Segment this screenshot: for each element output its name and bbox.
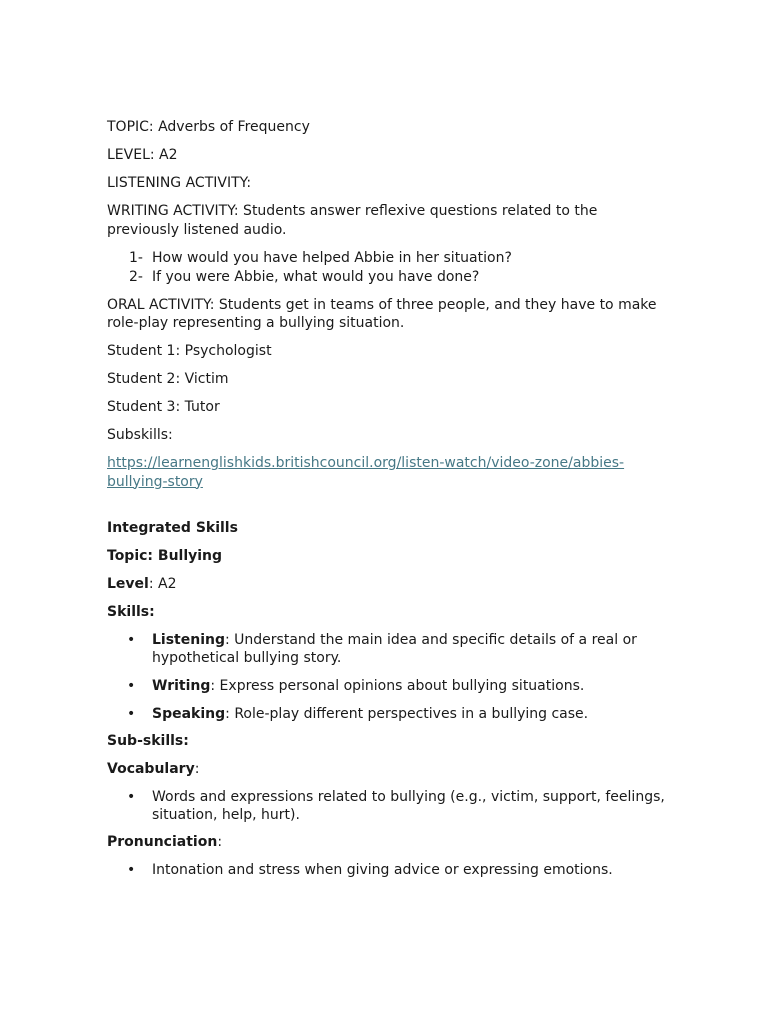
skill-item — [107, 705, 667, 723]
bullet-icon: • — [127, 861, 136, 878]
skill-name: Listening — [152, 631, 225, 648]
integrated-topic-line: Topic: Bullying — [107, 547, 223, 564]
bullet-icon: • — [127, 788, 136, 805]
level-label: Level — [107, 575, 149, 592]
level-value: : A2 — [148, 575, 177, 592]
pronunciation-item — [107, 861, 667, 879]
bullet-icon: • — [127, 705, 136, 722]
topic-line: TOPIC: Adverbs of Frequency — [107, 119, 310, 135]
oral-activity-paragraph: ORAL ACTIVITY: Students get in teams of three people, and they have to make role-play representing a bullying situation. — [107, 296, 657, 331]
integrated-skills-heading: Integrated Skills — [107, 519, 238, 536]
skills-label: Skills: — [107, 603, 155, 620]
question-text: How would you have helped Abbie in her situation? — [152, 249, 512, 266]
vocabulary-item — [107, 788, 667, 824]
skills-list — [107, 631, 667, 723]
bullet-icon: • — [127, 631, 136, 648]
pronunciation-label: Pronunciation — [107, 833, 218, 850]
vocabulary-label-line: Vocabulary: — [107, 760, 200, 777]
vocabulary-label: Vocabulary — [107, 760, 195, 777]
question-item — [107, 268, 667, 287]
listening-activity-line: LISTENING ACTIVITY: — [107, 175, 252, 191]
vocabulary-list — [107, 788, 667, 824]
student-role-line: Student 1: Psychologist — [107, 343, 272, 359]
integrated-level-line — [107, 575, 667, 594]
questions-list — [107, 249, 667, 287]
skill-desc: : Role-play different perspectives in a bullying case. — [225, 705, 589, 722]
skill-item — [107, 677, 667, 695]
student-role-line: Student 2: Victim — [107, 371, 229, 387]
vocabulary-item-text: Words and expressions related to bullying (e.g., victim, support, feelings, situation, help, hurt). — [152, 788, 665, 823]
question-text: If you were Abbie, what would you have done? — [152, 268, 480, 285]
student-role-line: Student 3: Tutor — [107, 399, 220, 415]
question-number: 1- — [129, 249, 143, 266]
document-page — [107, 118, 667, 888]
skill-name: Writing — [152, 677, 211, 694]
video-link[interactable] — [107, 455, 624, 490]
skill-desc: : Understand the main idea and specific details of a real or hypothetical bullying story. — [152, 631, 637, 666]
blank-line — [107, 501, 667, 519]
writing-activity-paragraph: WRITING ACTIVITY: Students answer reflexive questions related to the previously listened audio. — [107, 203, 598, 238]
skill-item — [107, 631, 667, 667]
subskills-label: Subskills: — [107, 427, 173, 443]
level-line: LEVEL: A2 — [107, 147, 178, 163]
question-number: 2- — [129, 268, 143, 285]
pronunciation-list — [107, 861, 667, 879]
pronunciation-item-text: Intonation and stress when giving advice or expressing emotions. — [152, 861, 613, 878]
bullet-icon: • — [127, 677, 136, 694]
sub-skills-label: Sub-skills: — [107, 732, 189, 749]
skill-name: Speaking — [152, 705, 226, 722]
video-link-line-1: https://learnenglishkids.britishcouncil.org/listen-watch/video-zone/abbies- — [107, 455, 625, 471]
question-item — [107, 249, 667, 268]
skill-desc: : Express personal opinions about bullying situations. — [210, 677, 585, 694]
video-link-line-2: bullying-story — [107, 473, 203, 490]
video-link-paragraph — [107, 454, 667, 491]
pronunciation-label-line: Pronunciation: — [107, 833, 223, 850]
